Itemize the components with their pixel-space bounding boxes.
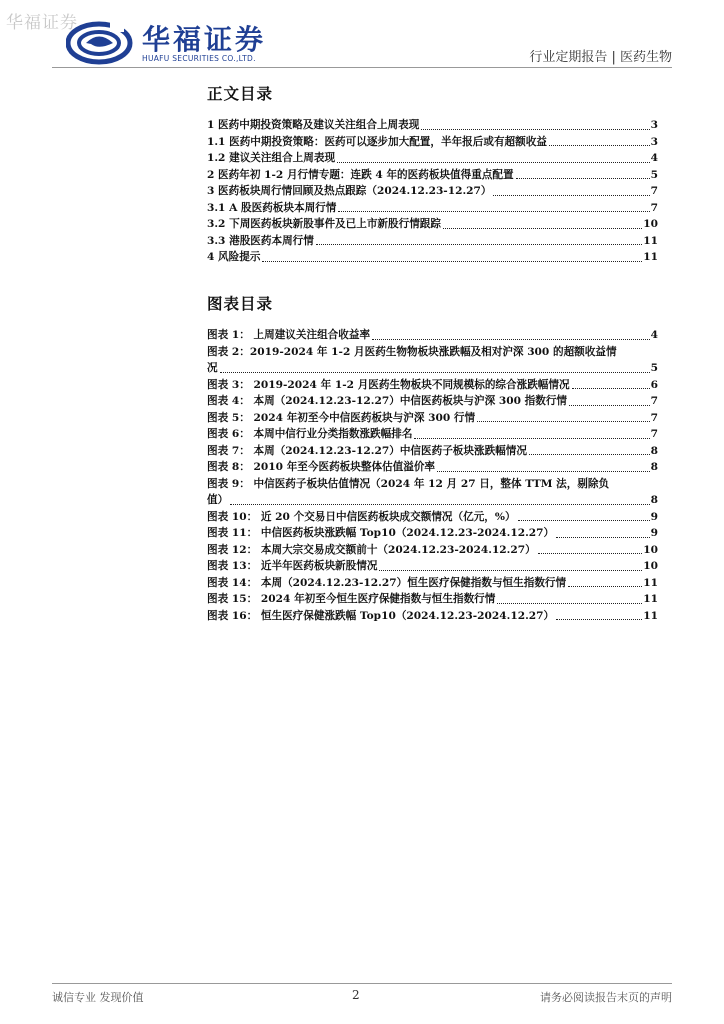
swirl-logo-icon	[66, 16, 136, 70]
figure-entry-page: 10	[643, 543, 658, 556]
toc-entry-text: 3.3 港股医药本周行情	[207, 234, 314, 247]
dot-leader	[337, 161, 650, 163]
toc-entry-text: 1.1 医药中期投资策略：医药可以逐步加大配置，半年报后或有超额收益	[207, 135, 547, 148]
figure-entry-page: 9	[650, 527, 658, 539]
toc-entry[interactable]	[207, 183, 658, 200]
figure-entry-text: 图表 6： 本周中信行业分类指数涨跌幅排名	[207, 428, 413, 440]
figure-entry[interactable]	[207, 509, 658, 526]
dot-leader	[443, 227, 642, 229]
dot-leader	[262, 260, 642, 262]
figure-entry[interactable]	[207, 344, 658, 377]
figure-entry-page: 11	[643, 593, 658, 605]
figure-entry-page: 8	[650, 444, 658, 457]
figure-entry[interactable]	[207, 393, 658, 410]
page-number: 2	[352, 988, 360, 1002]
toc-entry[interactable]	[207, 216, 658, 233]
figure-entry-page: 7	[650, 411, 658, 424]
toc-entry-page: 7	[650, 201, 658, 214]
figure-entry[interactable]	[207, 410, 658, 427]
toc-entry[interactable]	[207, 150, 658, 167]
dot-leader	[569, 404, 650, 406]
figure-entry-text: 图表 16： 恒生医疗保健涨跌幅 Top10（2024.12.23-2024.12.27）	[207, 609, 555, 622]
figure-entry-text: 图表 7： 本周（2024.12.23-12.27）中信医药子板块涨跌幅情况	[207, 444, 527, 457]
figure-entry-page: 11	[643, 609, 658, 622]
toc-entry[interactable]	[207, 167, 658, 184]
figure-entry[interactable]	[207, 608, 658, 625]
figure-entry-text: 图表 9： 中信医药子板块估值情况（2024 年 12 月 27 日，整体 TTM 法，剔除负	[207, 477, 610, 490]
figure-entry-text: 图表 11： 中信医药板块涨跌幅 Top10（2024.12.23-2024.12.27）	[207, 527, 555, 539]
toc-entry-text: 2 医药年初 1-2 月行情专题：连跌 4 年的医药板块值得重点配置	[207, 168, 514, 181]
figure-entry-page: 8	[650, 461, 658, 473]
toc-entry-page: 11	[643, 251, 658, 263]
figure-entry-page: 11	[643, 576, 658, 589]
company-logo	[66, 16, 276, 70]
toc-entry-page: 10	[643, 218, 658, 230]
footer-slogan: 诚信专业 发现价值	[52, 991, 144, 1004]
toc-entry-page: 3	[650, 119, 658, 131]
toc-entry-text: 4 风险提示	[207, 251, 261, 263]
watermark-text: 华福证券	[6, 13, 78, 33]
toc-entry-text: 3.2 下周医药板块新股事件及已上市新股行情跟踪	[207, 218, 441, 230]
figure-entry-page: 7	[650, 395, 658, 407]
figure-entry-text: 图表 8： 2010 年至今医药板块整体估值溢价率	[207, 461, 436, 473]
dot-leader	[220, 371, 650, 373]
dot-leader	[379, 569, 642, 571]
toc-entry-page: 3	[650, 135, 658, 148]
figure-entry[interactable]	[207, 525, 658, 542]
toc-entry-page: 7	[650, 185, 658, 197]
figure-entry[interactable]	[207, 575, 658, 592]
figure-entry[interactable]	[207, 558, 658, 575]
figure-entry-text: 图表 14： 本周（2024.12.23-12.27）恒生医疗保健指数与恒生指数行情	[207, 576, 567, 589]
dot-leader	[516, 177, 650, 179]
figure-entry-page: 6	[650, 378, 658, 391]
dot-leader	[230, 503, 649, 505]
figure-entry-page: 8	[650, 494, 658, 506]
figure-entry-text: 图表 10： 近 20 个交易日中信医药板块成交额情况（亿元，%）	[207, 510, 516, 523]
toc-title: 正文目录	[207, 85, 274, 103]
toc-entry[interactable]	[207, 233, 658, 250]
dot-leader	[556, 618, 642, 620]
figure-entry[interactable]	[207, 327, 658, 344]
figure-entry-text: 图表 3： 2019-2024 年 1-2 月医药生物板块不同规模标的综合涨跌幅情况	[207, 378, 570, 391]
figure-entry-page: 10	[643, 560, 658, 572]
figure-entry-text-cont: 况	[207, 362, 218, 374]
dot-leader	[414, 437, 649, 439]
figure-entry[interactable]	[207, 476, 658, 509]
figures-title: 图表目录	[207, 295, 274, 313]
dot-leader	[529, 453, 650, 455]
dot-leader	[437, 470, 650, 472]
dot-leader	[421, 128, 649, 130]
toc-entry-page: 5	[650, 168, 658, 181]
figure-entry-text: 图表 13： 近半年医药板块新股情况	[207, 560, 378, 572]
figure-entry-page: 4	[650, 329, 658, 341]
figure-entry[interactable]	[207, 377, 658, 394]
figure-entry-text: 图表 2：2019-2024 年 1-2 月医药生物物板块涨跌幅及相对沪深 300 的超额收益情	[207, 345, 617, 358]
figure-entry-text: 图表 5： 2024 年初至今中信医药板块与沪深 300 行情	[207, 411, 476, 424]
toc-entry[interactable]	[207, 117, 658, 134]
dot-leader	[493, 194, 649, 196]
logo-name-en: HUAFU SECURITIES CO.,LTD.	[142, 54, 256, 63]
figure-entry[interactable]	[207, 426, 658, 443]
toc-entry[interactable]	[207, 134, 658, 151]
figure-entry-text: 图表 4： 本周（2024.12.23-12.27）中信医药板块与沪深 300 指数行情	[207, 395, 568, 407]
figure-entry-page: 7	[650, 428, 658, 440]
dot-leader	[572, 387, 650, 389]
dot-leader	[477, 420, 650, 422]
figure-entry-page: 5	[650, 362, 658, 374]
dot-leader	[538, 552, 643, 554]
figure-entry-text-cont: 值）	[207, 494, 229, 506]
figure-entry[interactable]	[207, 591, 658, 608]
toc-entry-text: 3 医药板块周行情回顾及热点跟踪（2024.12.23-12.27）	[207, 185, 492, 197]
dot-leader	[568, 585, 642, 587]
dot-leader	[372, 338, 650, 340]
report-category: 行业定期报告 | 医药生物	[529, 50, 672, 65]
figure-entry-text: 图表 1： 上周建议关注组合收益率	[207, 329, 371, 341]
toc-entry-text: 1.2 建议关注组合上周表现	[207, 152, 336, 164]
toc-entry-page: 4	[650, 152, 658, 164]
figure-entry-text: 图表 15： 2024 年初至今恒生医疗保健指数与恒生指数行情	[207, 593, 496, 605]
dot-leader	[316, 243, 642, 245]
figure-entry[interactable]	[207, 443, 658, 460]
figures-list	[207, 327, 658, 624]
dot-leader	[338, 210, 649, 212]
toc-entry[interactable]	[207, 200, 658, 217]
footer-disclaimer: 请务必阅读报告末页的声明	[540, 991, 672, 1004]
dot-leader	[549, 144, 650, 146]
figure-entry[interactable]	[207, 542, 658, 559]
header-divider	[52, 67, 672, 68]
figure-entry-page: 9	[650, 510, 658, 523]
dot-leader	[556, 536, 650, 538]
dot-leader	[518, 519, 650, 521]
figure-entry[interactable]	[207, 459, 658, 476]
toc-entry[interactable]	[207, 249, 658, 266]
toc-entry-text: 3.1 A 股医药板块本周行情	[207, 201, 337, 214]
logo-name-cn: 华福证券	[142, 23, 267, 56]
footer-divider	[52, 983, 672, 984]
toc-list	[207, 117, 658, 266]
toc-entry-page: 11	[643, 234, 658, 247]
toc-entry-text: 1 医药中期投资策略及建议关注组合上周表现	[207, 119, 420, 131]
dot-leader	[497, 602, 642, 604]
figure-entry-text: 图表 12： 本周大宗交易成交额前十（2024.12.23-2024.12.27）	[207, 543, 536, 556]
